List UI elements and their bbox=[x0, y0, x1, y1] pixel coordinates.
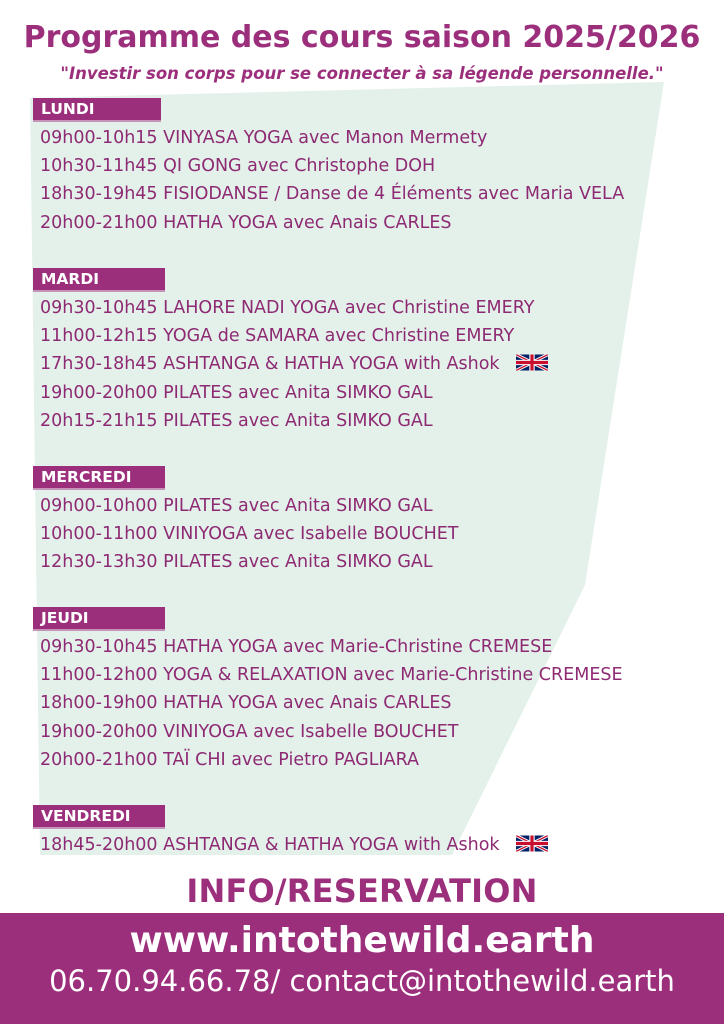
class-text: 20h15-21h15 PILATES avec Anita SIMKO GAL bbox=[40, 410, 433, 431]
day-label-lundi: LUNDI bbox=[33, 98, 161, 120]
contact-info[interactable]: 06.70.94.66.78/ contact@intothewild.earth bbox=[49, 964, 675, 998]
class-text: 11h00-12h15 YOGA de SAMARA avec Christine EMERY bbox=[40, 326, 515, 347]
class-entry bbox=[40, 746, 623, 774]
class-text: 17h30-18h45 ASHTANGA & HATHA YOGA with Ashok bbox=[40, 354, 500, 375]
class-entry bbox=[40, 689, 623, 717]
info-reservation-heading: INFO/RESERVATION bbox=[186, 872, 538, 910]
page-subtitle: "Investir son corps pour se connecter à sa légende personnelle." bbox=[60, 64, 664, 83]
day-label-vendredi: VENDREDI bbox=[33, 805, 165, 827]
class-text: 18h30-19h45 FISIODANSE / Danse de 4 Éléments avec Maria VELA bbox=[40, 184, 625, 205]
class-text: 10h00-11h00 VINIYOGA avec Isabelle BOUCHET bbox=[40, 524, 459, 545]
day-label-mardi: MARDI bbox=[33, 268, 165, 290]
class-text: 11h00-12h00 YOGA & RELAXATION avec Marie-Christine CREMESE bbox=[40, 665, 623, 686]
website-link[interactable]: www.intothewild.earth bbox=[129, 920, 595, 961]
uk-flag-icon bbox=[516, 354, 548, 371]
day-label-mercredi: MERCREDI bbox=[33, 466, 165, 488]
class-text: 18h00-19h00 HATHA YOGA avec Anais CARLES bbox=[40, 693, 452, 714]
class-text: 09h30-10h45 HATHA YOGA avec Marie-Christine CREMESE bbox=[40, 637, 553, 657]
class-entry bbox=[40, 520, 459, 548]
class-entry bbox=[40, 180, 624, 208]
class-entry bbox=[40, 124, 624, 152]
class-entry bbox=[40, 718, 623, 746]
class-entry bbox=[40, 661, 623, 689]
class-entry bbox=[40, 350, 548, 378]
class-entry bbox=[40, 379, 548, 407]
uk-flag-icon bbox=[516, 835, 548, 852]
class-entry bbox=[40, 152, 624, 180]
class-list-vendredi bbox=[40, 831, 548, 859]
page-title: Programme des cours saison 2025/2026 bbox=[23, 20, 701, 55]
class-text: 09h00-10h00 PILATES avec Anita SIMKO GAL bbox=[40, 496, 433, 516]
day-label-jeudi: JEUDI bbox=[33, 607, 165, 629]
class-text: 19h00-20h00 PILATES avec Anita SIMKO GAL bbox=[40, 382, 433, 403]
class-entry bbox=[40, 322, 548, 350]
class-text: 09h30-10h45 LAHORE NADI YOGA avec Christine EMERY bbox=[40, 298, 535, 318]
class-list-mardi bbox=[40, 294, 548, 435]
class-text: 20h00-21h00 TAÏ CHI avec Pietro PAGLIARA bbox=[40, 749, 419, 770]
class-entry bbox=[40, 548, 459, 576]
class-text: 09h00-10h15 VINYASA YOGA avec Manon Mermety bbox=[40, 128, 488, 148]
class-entry bbox=[40, 831, 548, 859]
class-entry bbox=[40, 633, 623, 661]
class-entry bbox=[40, 492, 459, 520]
class-text: 10h30-11h45 QI GONG avec Christophe DOH bbox=[40, 156, 436, 177]
class-text: 19h00-20h00 VINIYOGA avec Isabelle BOUCHET bbox=[40, 721, 459, 742]
class-entry bbox=[40, 294, 548, 322]
class-list-jeudi bbox=[40, 633, 623, 774]
class-entry bbox=[40, 209, 624, 237]
class-entry bbox=[40, 407, 548, 435]
class-list-lundi bbox=[40, 124, 624, 237]
class-list-mercredi bbox=[40, 492, 459, 577]
class-text: 12h30-13h30 PILATES avec Anita SIMKO GAL bbox=[40, 552, 433, 573]
class-text: 20h00-21h00 HATHA YOGA avec Anais CARLES bbox=[40, 212, 452, 233]
class-text: 18h45-20h00 ASHTANGA & HATHA YOGA with Ashok bbox=[40, 835, 500, 855]
